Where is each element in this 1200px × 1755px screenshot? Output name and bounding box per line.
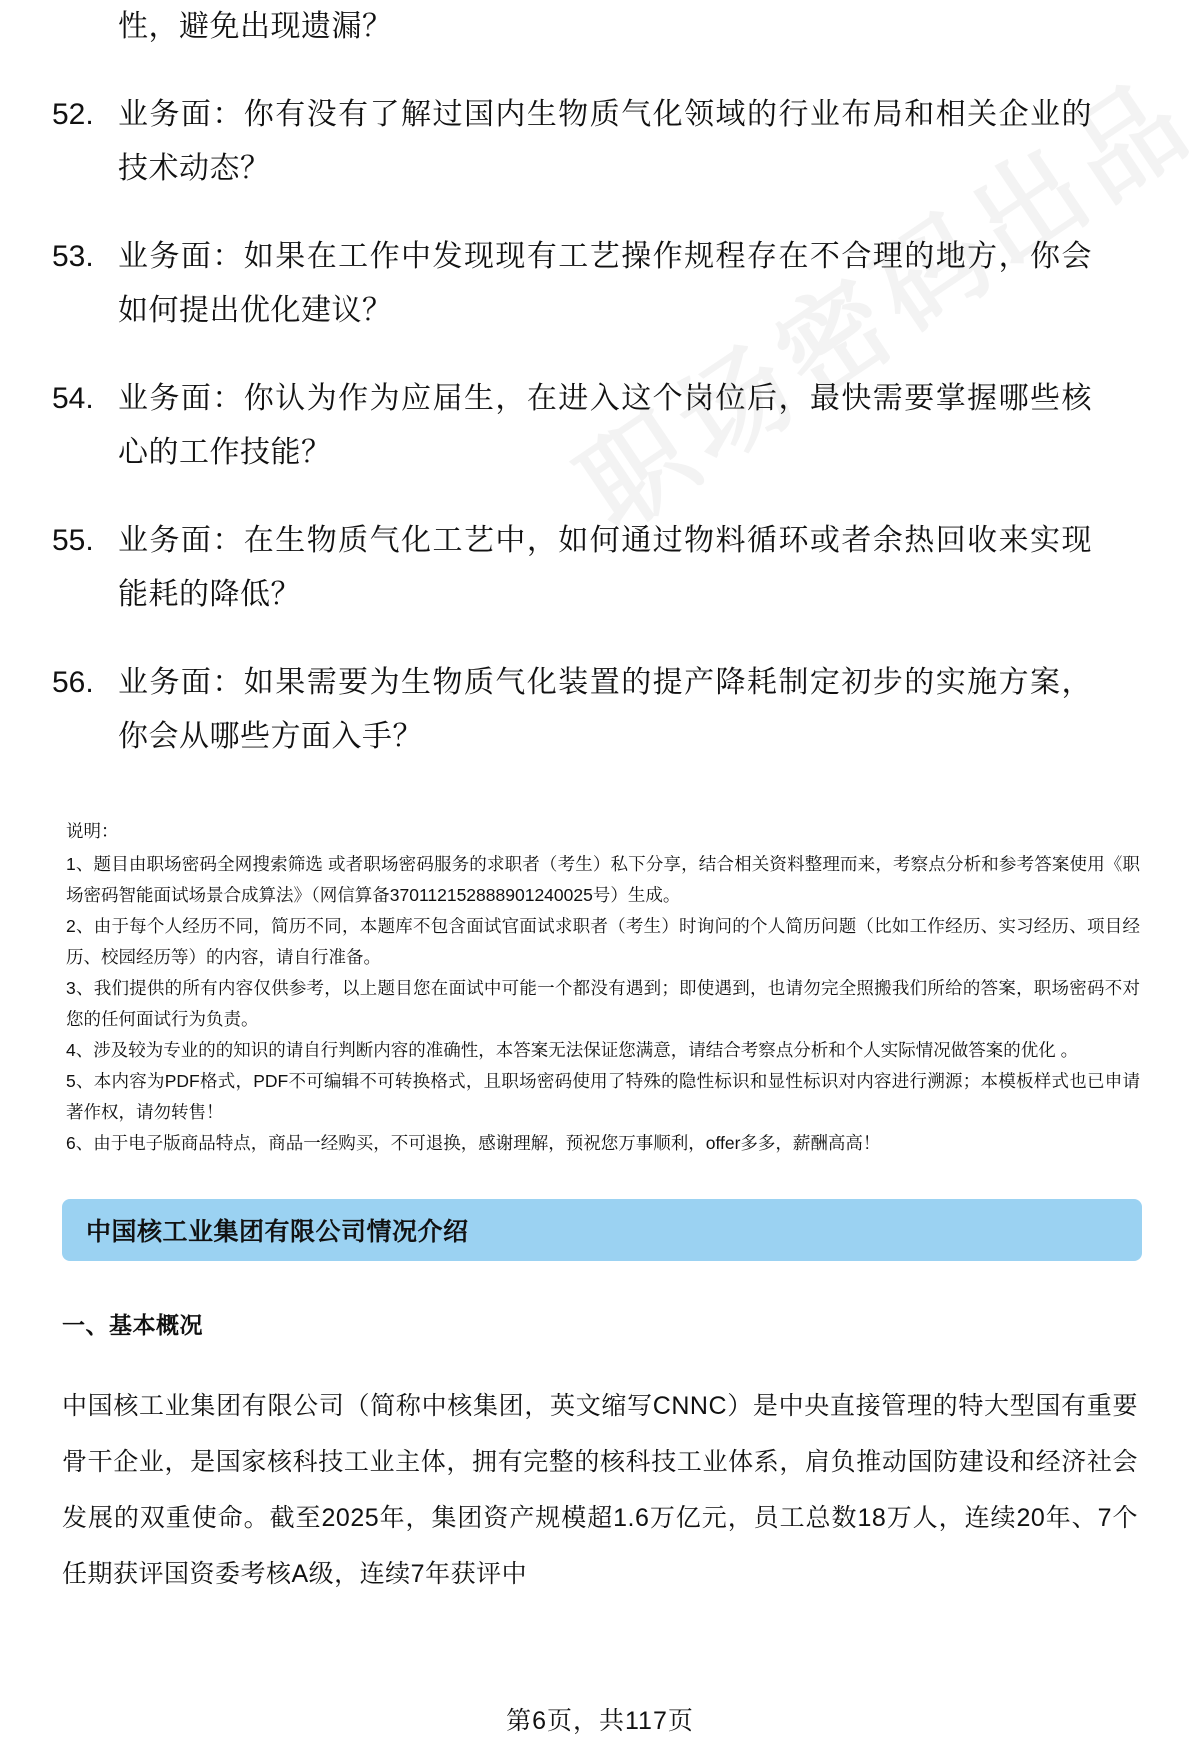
question-item — [0, 230, 1200, 338]
note-item: 4、涉及较为专业的的知识的请自行判断内容的准确性，本答案无法保证您满意，请结合考察点分析和个人实际情况做答案的优化 。 — [66, 1040, 1079, 1060]
question-item — [0, 514, 1200, 622]
question-item — [0, 656, 1200, 764]
note-item: 6、由于电子版商品特点，商品一经购买，不可退换，感谢理解，预祝您万事顺利，offer多多，薪酬高高！ — [66, 1133, 881, 1153]
notes-title: 说明： — [66, 821, 119, 841]
note-item: 1、题目由职场密码全网搜索筛选 或者职场密码服务的求职者（考生）私下分享，结合相关资料整理而来，考察点分析和参考答案使用《职场密码智能面试场景合成算法》（网信算备370112152888901240025号）生成。 — [66, 854, 1140, 905]
company-banner-wrap — [0, 1159, 1200, 1261]
question-number: 56. — [52, 666, 94, 699]
company-banner-title: 中国核工业集团有限公司情况介绍 — [86, 1218, 469, 1246]
section-paragraph: 中国核工业集团有限公司（简称中核集团，英文缩写CNNC）是中央直接管理的特大型国有重要骨干企业，是国家核科技工业主体，拥有完整的核科技工业体系，肩负推动国防建设和经济社会发展的双重使命。截至2025年，集团资产规模超1.6万亿元，员工总数18万人，连续20年、7个任期获评国资委考核A级，连续7年获评中 — [62, 1392, 1138, 1588]
question-number: 53. — [52, 240, 94, 273]
note-item: 5、本内容为PDF格式，PDF不可编辑不可转换格式，且职场密码使用了特殊的隐性标识和显性标识对内容进行溯源；本模板样式也已申请著作权，请勿转售！ — [66, 1071, 1140, 1122]
note-item: 3、我们提供的所有内容仅供参考，以上题目您在面试中可能一个都没有遇到；即使遇到，也请勿完全照搬我们所给的答案，职场密码不对您的任何面试行为负责。 — [66, 978, 1140, 1029]
question-continued-line: 性，避免出现遗漏？ — [118, 10, 393, 43]
question-text: 业务面：在生物质气化工艺中，如何通过物料循环或者余热回收来实现能耗的降低？ — [118, 524, 1092, 611]
page-footer: 第6页，共117页 — [506, 1707, 694, 1735]
question-text: 业务面：你有没有了解过国内生物质气化领域的行业布局和相关企业的技术动态？ — [118, 98, 1092, 185]
question-number: 52. — [52, 98, 94, 131]
note-item: 2、由于每个人经历不同，简历不同，本题库不包含面试官面试求职者（考生）时询问的个人简历问题（比如工作经历、实习经历、项目经历、校园经历等）的内容，请自行准备。 — [66, 916, 1140, 967]
disclaimer-notes — [0, 798, 1200, 1159]
question-text: 业务面：如果在工作中发现现有工艺操作规程存在不合理的地方，你会如何提出优化建议？ — [118, 240, 1092, 327]
question-text: 业务面：你认为作为应届生，在进入这个岗位后，最快需要掌握哪些核心的工作技能？ — [118, 382, 1092, 469]
question-number: 54. — [52, 382, 94, 415]
section-heading: 一、基本概况 — [62, 1312, 203, 1338]
question-text: 业务面：如果需要为生物质气化装置的提产降耗制定初步的实施方案，你会从哪些方面入手？ — [118, 666, 1092, 753]
company-banner — [62, 1199, 1142, 1261]
question-item — [0, 88, 1200, 196]
question-number: 55. — [52, 524, 94, 557]
question-item — [0, 372, 1200, 480]
